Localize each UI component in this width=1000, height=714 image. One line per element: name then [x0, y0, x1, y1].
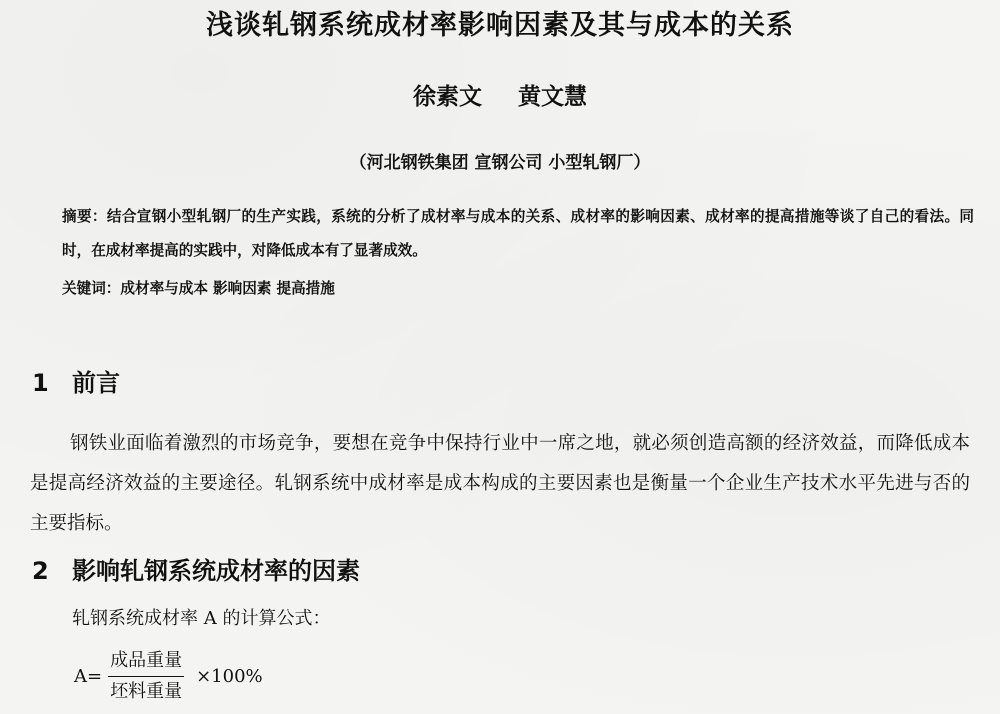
formula-lhs: A= — [74, 666, 103, 687]
formula-intro: 轧钢系统成材率 A 的计算公式： — [72, 608, 331, 629]
affiliation: （河北钢铁集团 宣钢公司 小型轧钢厂） — [349, 153, 651, 173]
formula-denominator: 坯料重量 — [110, 681, 183, 702]
paper-title: 浅谈轧钢系统成材率影响因素及其与成本的关系 — [206, 10, 794, 41]
formula-fraction — [108, 648, 184, 705]
formula-numerator: 成品重量 — [108, 648, 184, 677]
author-name: 黄文慧 — [518, 83, 587, 110]
section-number: 2 — [32, 557, 49, 585]
section-title: 影响轧钢系统成材率的因素 — [72, 557, 360, 585]
abstract: 摘要：结合宣钢小型轧钢厂的生产实践，系统的分析了成材率与成本的关系、成材率的影响因素、成材率的提高措施等谈了自己的看法。同时，在成材率提高的实践中，对降低成本有了显著成效。 — [62, 208, 974, 259]
section-paragraph: 钢铁业面临着激烈的市场竞争，要想在竞争中保持行业中一席之地，就必须创造高额的经济效益，而降低成本是提高经济效益的主要途径。轧钢系统中成材率是成本构成的主要因素也是衡量一个企业生产技术水平先进与否的主要指标。 — [30, 433, 970, 534]
section-heading — [32, 554, 360, 588]
yield-formula — [74, 648, 263, 705]
author-list — [0, 80, 1000, 114]
formula-multiplier: ×100% — [196, 666, 263, 687]
section-title: 前言 — [72, 369, 120, 397]
author-name: 徐素文 — [412, 83, 482, 110]
section-heading — [32, 366, 120, 400]
section-number: 1 — [32, 369, 49, 397]
keywords: 关键词：成材率与成本 影响因素 提高措施 — [62, 280, 335, 297]
